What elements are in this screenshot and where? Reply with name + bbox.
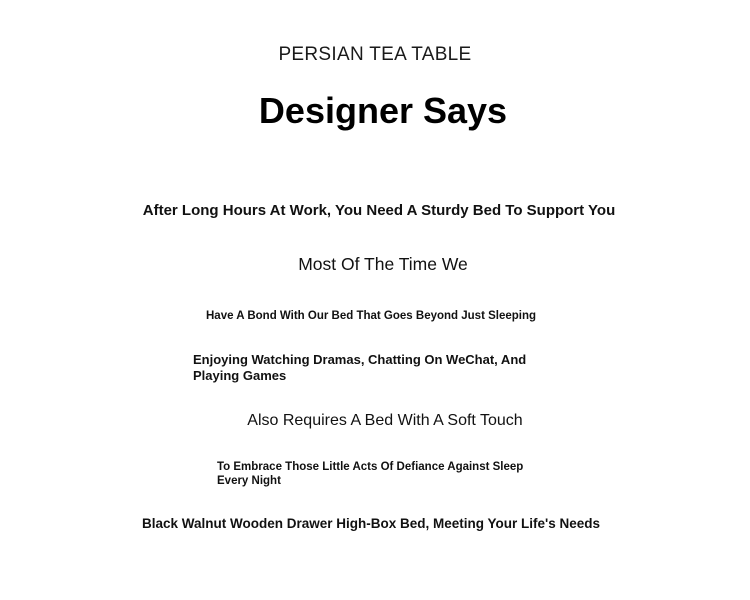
copy-line-4: Enjoying Watching Dramas, Chatting On WeChat, And Playing Games: [193, 352, 527, 383]
copy-line-6: To Embrace Those Little Acts Of Defiance Against Sleep Every Night: [217, 461, 524, 487]
brand-name: PERSIAN TEA TABLE: [278, 44, 472, 65]
copy-line-1: After Long Hours At Work, You Need A Sturdy Bed To Support You: [142, 202, 616, 219]
page-title: Designer Says: [258, 90, 508, 131]
copy-line-7: Black Walnut Wooden Drawer High-Box Bed, Meeting Your Life's Needs: [142, 516, 601, 531]
copy-line-3: Have A Bond With Our Bed That Goes Beyond Just Sleeping: [206, 310, 537, 322]
copy-line-2: Most Of The Time We: [298, 254, 468, 274]
copy-line-5: Also Requires A Bed With A Soft Touch: [247, 412, 523, 429]
